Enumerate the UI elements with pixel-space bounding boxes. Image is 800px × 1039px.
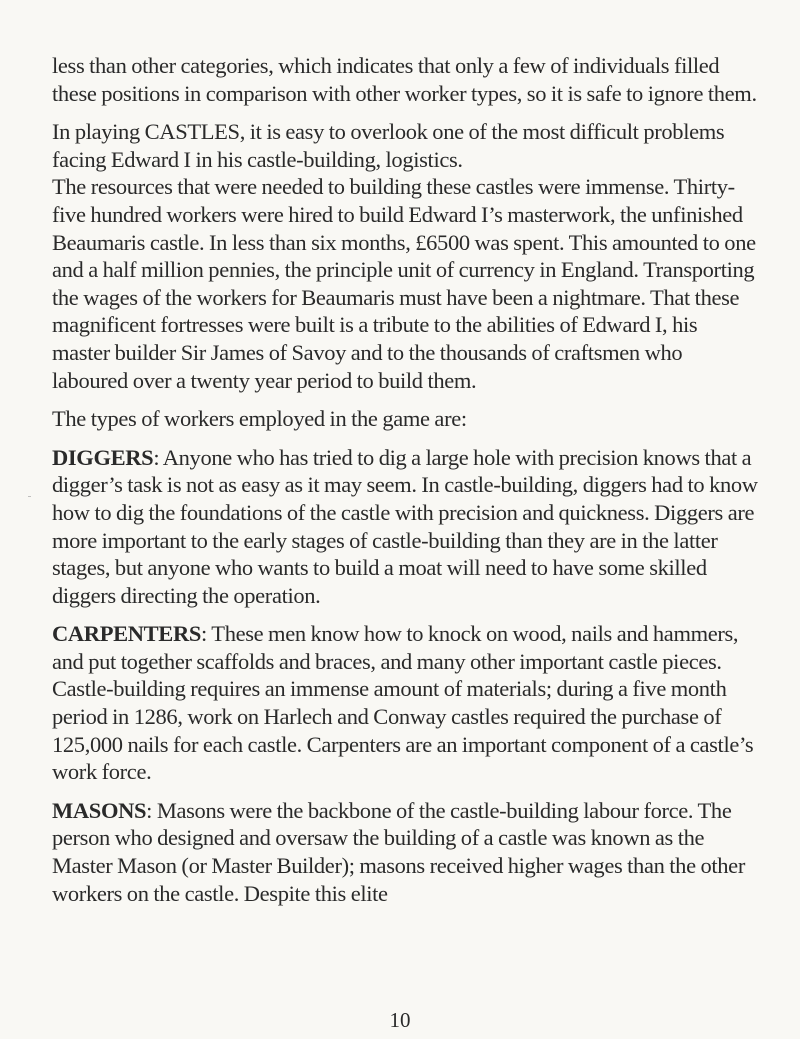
- worker-term-diggers: DIGGERS: [52, 444, 154, 470]
- worker-term-carpenters: CARPENTERS: [52, 621, 202, 647]
- worker-description-carpenters: : These men know how to knock on wood, nails and hammers, and put together scaffolds and braces, and many other important castle pieces. Castle-building requires an immense amount of materials; during a five month period in 1286, work on Harlech and Conway castles required the purchase of 125,000 nails for each castle. Carpenters are an important component of a castle’s work force.: [52, 621, 754, 785]
- worker-description-diggers: : Anyone who has tried to dig a large hole with precision knows that a digger’s task is not as easy as it may seem. In castle-building, diggers had to know how to dig the foundations of the castle with precision and quickness. Diggers are more important to the early stages of castle-building than they are in the latter stages, but anyone who wants to build a moat will need to have some skilled diggers directing the operation.: [52, 444, 758, 608]
- worker-masons: [52, 797, 758, 907]
- paragraph-resources: The resources that were needed to building these castles were immense. Thirty-five hundred workers were hired to build Edward I’s masterwork, the unfinished Beaumaris castle. In less than six months, £6500 was spent. This amounted to one and a half million pennies, the principle unit of currency in England. Transporting the wages of the workers for Beaumaris must have been a nightmare. That these magnificent fortresses were built is a tribute to the abilities of Edward I, his master builder Sir James of Savoy and to the thousands of craftsmen who laboured over a twenty year period to build them.: [52, 174, 756, 393]
- worker-term-masons: MASONS: [52, 797, 147, 823]
- worker-description-masons: : Masons were the backbone of the castle-building labour force. The person who designed and oversaw the building of a castle was known as the Master Mason (or Master Builder); masons received higher wages than the other workers on the castle. Despite this elite: [52, 797, 745, 906]
- scan-speck: [28, 496, 31, 497]
- paragraph-worker-types: The types of workers employed in the game are:: [52, 406, 467, 432]
- page-number: 10: [389, 1008, 411, 1032]
- body-text: [52, 52, 758, 918]
- worker-carpenters: [52, 620, 758, 786]
- worker-diggers: [52, 444, 758, 610]
- paragraph-continuation: less than other categories, which indicates that only a few of individuals filled these positions in comparison with other worker types, so it is safe to ignore them.: [52, 53, 757, 106]
- paragraph-logistics: In playing CASTLES, it is easy to overlook one of the most difficult problems facing Edward I in his castle-building, logistics.: [52, 119, 725, 172]
